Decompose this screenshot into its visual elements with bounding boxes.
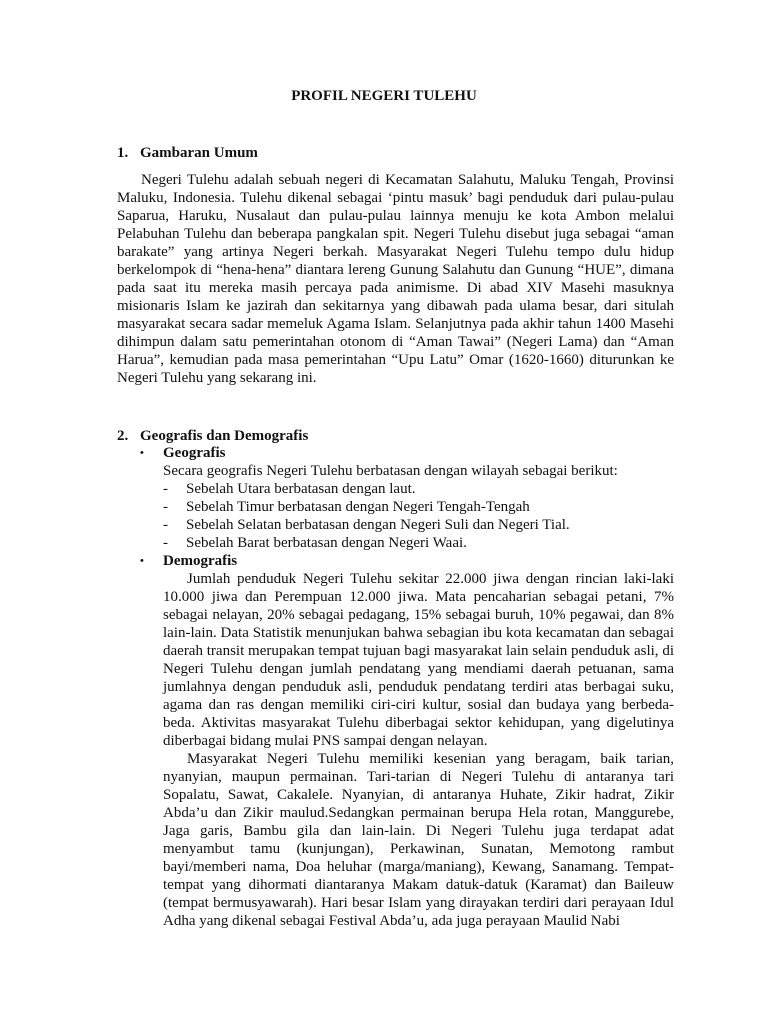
bullet-demografis-heading [140,552,237,570]
section-2-title: Geografis dan Demografis [140,428,309,444]
list-item-text: Sebelah Timur berbatasan dengan Negeri Tengah-Tengah [186,499,530,515]
list-item [163,480,570,498]
section-1-title: Gambaran Umum [140,145,258,161]
dash-marker: - [163,517,168,533]
bullet-geografis-heading [140,444,225,462]
section-1-paragraph: Negeri Tulehu adalah sebuah negeri di Kecamatan Salahutu, Maluku Tengah, Provinsi Maluku, Indonesia. Tulehu dikenal sebagai ‘pintu masuk’ bagi penduduk dari pulau-pulau Saparua, Haruku, Nusalaut dan pulau-pulau lainnya menuju ke kota Ambon melalui Pelabuhan Tulehu dan beberapa pangkalan spit. Negeri Tulehu disebut juga sebagai “aman barakate” yang artinya Negeri berkah. Masyarakat Negeri Tulehu tempo dulu hidup berkelompok di “hena-hena” diantara lereng Gunung Salahutu dan Gunung “HUE”, dimana pada saat itu mereka masih percaya pada animisme. Di abad XIV Masehi masuknya misionaris Islam ke jazirah dan sekitarnya yang dibawah pada ulama besar, dari situlah masyarakat secara sadar memeluk Agama Islam. Selanjutnya pada akhir tahun 1400 Masehi dihimpun dalam satu pemerintahan otonom di “Aman Tawai” (Negeri Lama) dan “Aman Harua”, kemudian pada masa pemerintahan “Upu Latu” Omar (1620-1660) diturunkan ke Negeri Tulehu yang sekarang ini. [117,172,674,386]
document-title: PROFIL NEGERI TULEHU [291,88,477,104]
list-item-text: Sebelah Utara berbatasan dengan laut. [186,481,416,497]
geografis-intro: Secara geografis Negeri Tulehu berbatasan dengan wilayah sebagai berikut: [163,463,618,479]
section-2-heading [117,426,308,446]
list-item-text: Sebelah Selatan berbatasan dengan Negeri Suli dan Negeri Tial. [186,517,570,533]
section-1-heading [117,143,258,163]
dash-marker: - [163,499,168,515]
bullet-demografis-title: Demografis [163,553,238,569]
section-1-number: 1. [117,145,129,161]
list-item [163,498,570,516]
border-list [163,480,570,552]
demografis-paragraph-2: Masyarakat Negeri Tulehu memiliki kesenian yang beragam, baik tarian, nyanyian, maupun permainan. Tari-tarian di Negeri Tulehu di antaranya tari Sopalatu, Sawat, Cakalele. Nyanyian, di antaranya Huhate, Zikir hadrat, Zikir Abda’u dan Zikir maulud.Sedangkan permainan berupa Hela rotan, Manggurebe, Jaga garis, Bambu gila dan lain-lain. Di Negeri Tulehu juga terdapat adat menyambut tamu (kunjungan), Perkawinan, Sunatan, Memotong rambut bayi/memberi nama, Doa heluhar (marga/maniang), Kewang, Sanamang. Tempat-tempat yang dihormati diantaranya Makam datuk-datuk (Karamat) dan Baileuw (tempat bermusyawarah). Hari besar Islam yang dirayakan terdiri dari perayaan Idul Adha yang dikenal sebagai Festival Abda’u, ada juga perayaan Maulid Nabi [163,751,674,929]
list-item [163,516,570,534]
list-item [163,534,570,552]
section-2-number: 2. [117,428,129,444]
bullet-icon: • [140,447,144,459]
dash-marker: - [163,535,168,551]
dash-marker: - [163,481,168,497]
list-item-text: Sebelah Barat berbatasan dengan Negeri Waai. [186,535,467,551]
bullet-icon: • [140,555,144,567]
demografis-paragraph-1: Jumlah penduduk Negeri Tulehu sekitar 22.000 jiwa dengan rincian laki-laki 10.000 jiwa dan Perempuan 12.000 jiwa. Mata pencaharian sebagai petani, 7% sebagai nelayan, 20% sebagai pedagang, 15% sebagai buruh, 10% pegawai, dan 8% lain-lain. Data Statistik menunjukan bahwa sebagian ibu kota kecamatan dan sebagai daerah transit merupakan tempat tujuan bagi masyarakat lain selain penduduk asli, di Negeri Tulehu dengan jumlah pendatang yang mendiami daerah petuanan, sama jumlahnya dengan penduduk asli, penduduk pendatang terdiri atas berbagai suku, agama dan ras dengan memiliki ciri-ciri kultur, sosial dan budaya yang berbeda-beda. Aktivitas masyarakat Tulehu diberbagai sektor kehidupan, yang digelutinya diberbagai bidang mulai PNS sampai dengan nelayan. [163,571,674,749]
bullet-geografis-title: Geografis [163,445,226,461]
